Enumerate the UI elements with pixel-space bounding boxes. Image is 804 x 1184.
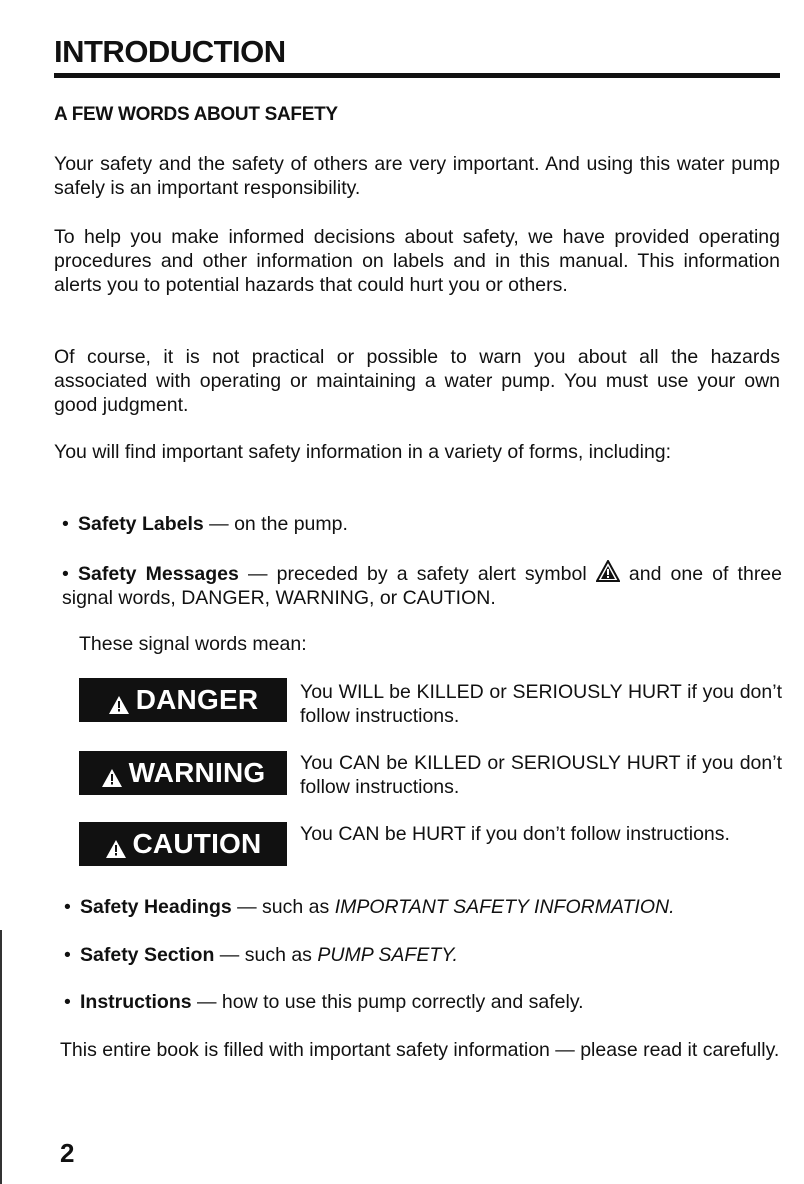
bullet-safety-section: • Safety Section — such as PUMP SAFETY. bbox=[64, 944, 458, 966]
bullet-safety-labels: • Safety Labels — on the pump. bbox=[62, 513, 348, 535]
signal-word: WARNING bbox=[128, 757, 266, 788]
paragraph-3: Of course, it is not practical or possible to warn you about all the hazards associated with operating or maintaining a water pump. You must use your own good judgment. bbox=[54, 346, 780, 416]
signal-intro: These signal words mean: bbox=[79, 633, 307, 655]
scan-edge-line bbox=[0, 930, 2, 1184]
bullet-term: Instructions bbox=[80, 991, 192, 1013]
danger-signal-label bbox=[79, 678, 287, 722]
safety-alert-triangle-icon bbox=[596, 560, 620, 582]
bullet-text: — on the pump. bbox=[203, 513, 348, 535]
bullet-safety-messages: • Safety Messages — preceded by a safety alert symbol and one of three signal words, DANGER, WARNING, or CAUTION. bbox=[62, 560, 782, 610]
bullet-example: IMPORTANT SAFETY INFORMATION. bbox=[334, 896, 675, 918]
bullet-term: Safety Labels bbox=[78, 513, 204, 535]
bullet-text: — preceded by a safety alert symbol bbox=[238, 563, 596, 585]
closing-paragraph: This entire book is filled with important safety information — please read it carefully. bbox=[60, 1039, 780, 1061]
bullet-text: — such as bbox=[214, 944, 318, 966]
safety-alert-triangle-icon bbox=[108, 690, 130, 710]
bullet-safety-headings: • Safety Headings — such as IMPORTANT SAFETY INFORMATION. bbox=[64, 896, 675, 918]
caution-signal-label bbox=[79, 822, 287, 866]
page-title: INTRODUCTION bbox=[54, 34, 286, 69]
signal-word: DANGER bbox=[135, 684, 259, 715]
paragraph-1: Your safety and the safety of others are very important. And using this water pump safely is an important responsibility. bbox=[54, 153, 780, 199]
paragraph-4: You will find important safety information in a variety of forms, including: bbox=[54, 441, 672, 463]
bullet-term: Safety Headings bbox=[80, 896, 232, 918]
paragraph-2: To help you make informed decisions about safety, we have provided operating procedures and other information on labels and in this manual. This information alerts you to potential hazards that could hurt you or others. bbox=[54, 226, 780, 296]
bullet-instructions: • Instructions — how to use this pump correctly and safely. bbox=[64, 991, 584, 1013]
warning-meaning: You CAN be KILLED or SERIOUSLY HURT if you don’t follow instructions. bbox=[300, 752, 782, 798]
page-number: 2 bbox=[60, 1138, 75, 1168]
signal-word: CAUTION bbox=[132, 828, 262, 859]
warning-signal-label bbox=[79, 751, 287, 795]
safety-alert-triangle-icon bbox=[101, 763, 123, 783]
danger-meaning: You WILL be KILLED or SERIOUSLY HURT if you don’t follow instructions. bbox=[300, 681, 782, 727]
bullet-text-continued: and one of three signal words, DANGER, WARNING, or CAUTION. bbox=[62, 563, 782, 609]
bullet-term: Safety Messages bbox=[78, 563, 239, 585]
bullet-term: Safety Section bbox=[80, 944, 215, 966]
caution-meaning: You CAN be HURT if you don’t follow instructions. bbox=[300, 823, 730, 845]
section-heading: A FEW WORDS ABOUT SAFETY bbox=[54, 104, 338, 125]
bullet-example: PUMP SAFETY. bbox=[317, 944, 458, 966]
bullet-text: — such as bbox=[231, 896, 335, 918]
bullet-text: — how to use this pump correctly and safely. bbox=[191, 991, 584, 1013]
title-rule bbox=[54, 73, 780, 78]
safety-alert-triangle-icon bbox=[105, 834, 127, 854]
